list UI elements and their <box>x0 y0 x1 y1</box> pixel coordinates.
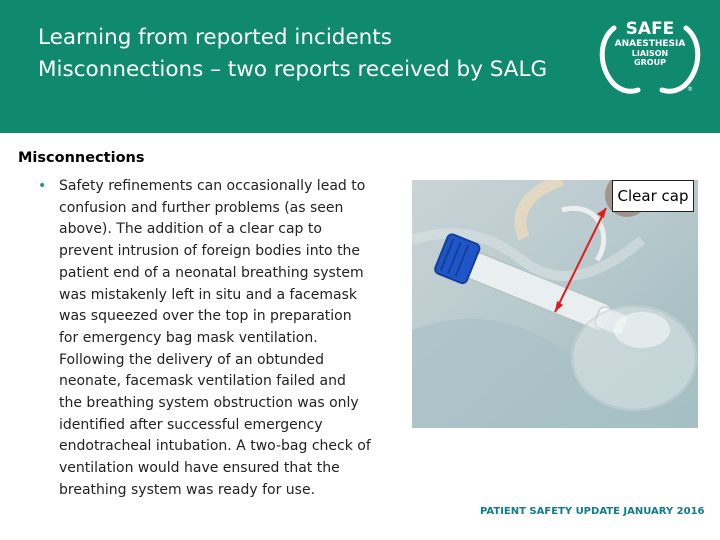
logo-word: SAFE <box>625 19 675 39</box>
logo-sub-1: ANAESTHESIA <box>614 39 686 49</box>
bullet-item <box>38 176 373 502</box>
clear-cap-photo <box>412 180 698 428</box>
footer-label: PATIENT SAFETY UPDATE JANUARY 2016 <box>480 506 705 517</box>
header-banner <box>0 0 720 133</box>
title-line-2: Misconnections – two reports received by SALG <box>38 57 548 82</box>
clear-cap-callout: Clear cap <box>612 180 694 212</box>
bullet-text: Safety refinements can occasionally lead to confusion and further problems (as seen above). The addition of a clear cap to prevent intrusion of foreign bodies into the patient end of a neonatal breathing system was mistakenly left in situ and a facemask was squeezed over the top in preparation for emergency bag mask ventilation. Following the delivery of an obtunded neonate, facemask ventilation failed and the breathing system obstruction was only identified after successful emergency endotracheal intubation. A two-bag check of ventilation would have ensured that the breathing system was ready for use. <box>59 178 371 498</box>
logo-registered-mark: ® <box>687 86 693 93</box>
logo-sub-3: GROUP <box>634 58 666 67</box>
title-line-1: Learning from reported incidents <box>38 25 392 50</box>
salg-logo <box>592 14 708 94</box>
section-heading: Misconnections <box>18 150 145 166</box>
logo-sub-2: LIAISON <box>631 49 669 58</box>
bullet-dot-icon: • <box>38 178 47 194</box>
slide-title <box>38 22 598 86</box>
